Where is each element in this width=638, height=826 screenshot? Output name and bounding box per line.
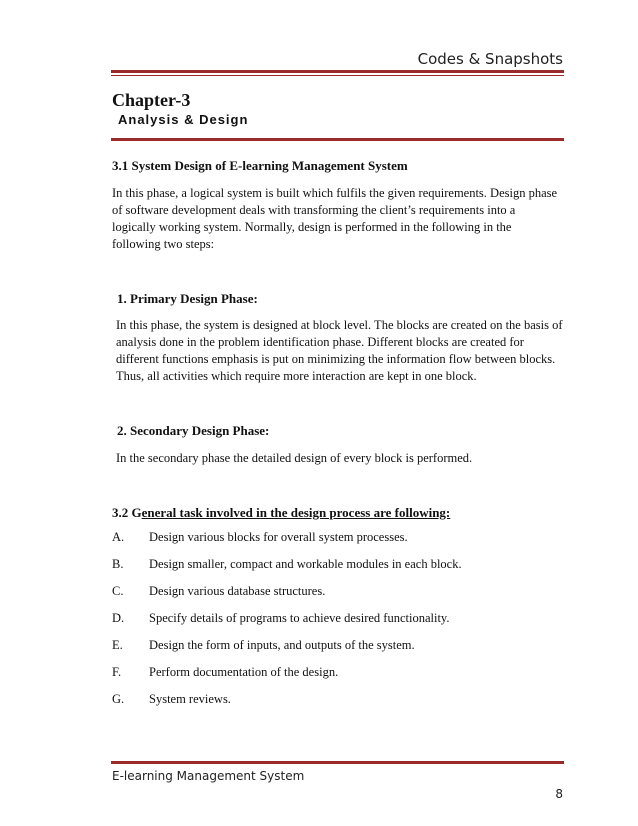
list-item	[112, 530, 408, 545]
heading-prefix: 3.2 G	[112, 505, 142, 520]
list-letter: E.	[112, 638, 123, 652]
chapter-title: Chapter-3	[112, 90, 191, 110]
section-3-1-heading: 3.1 System Design of E-learning Management System	[112, 158, 408, 173]
para-line: In this phase, the system is designed at block level. The blocks are created on the basis of	[116, 318, 563, 332]
para-line: In this phase, a logical system is built which fulfils the given requirements. Design phase	[112, 186, 558, 200]
header-rule	[111, 70, 564, 73]
chapter-subtitle: Analysis & Design	[118, 112, 249, 127]
page-number: 8	[555, 787, 563, 801]
footer-rule	[111, 761, 564, 764]
list-letter: D.	[112, 611, 125, 625]
list-letter: B.	[112, 557, 124, 571]
list-text: Design various blocks for overall system processes.	[149, 530, 408, 544]
list-item	[112, 692, 231, 707]
section-3-2-heading	[112, 505, 450, 521]
chapter-rule	[111, 138, 564, 141]
list-letter: F.	[112, 665, 122, 679]
para-line: following two steps:	[112, 237, 215, 251]
list-letter: A.	[112, 530, 125, 544]
heading-underlined: eneral task involved in the design process are following:	[141, 505, 451, 520]
list-item	[112, 638, 415, 653]
list-letter: G.	[112, 692, 125, 706]
list-item	[112, 557, 462, 572]
primary-design-paragraph	[116, 317, 571, 385]
list-text: Specify details of programs to achieve desired functionality.	[149, 611, 450, 625]
list-item	[112, 665, 338, 680]
footer-text: E-learning Management System	[112, 769, 305, 783]
list-letter: C.	[112, 584, 124, 598]
header-rule-thin	[111, 75, 564, 76]
para-line: Thus, all activities which require more interaction are kept in one block.	[116, 369, 477, 383]
header-title: Codes & Snapshots	[417, 50, 563, 68]
list-text: System reviews.	[149, 692, 231, 706]
para-line: of software development deals with transforming the client’s requirements into a	[112, 203, 516, 217]
list-text: Design the form of inputs, and outputs of the system.	[149, 638, 415, 652]
para-line: logically working system. Normally, design is performed in the following in the	[112, 220, 512, 234]
list-text: Perform documentation of the design.	[149, 665, 339, 679]
secondary-design-heading: 2. Secondary Design Phase:	[117, 423, 270, 438]
list-item	[112, 584, 325, 599]
secondary-design-paragraph: In the secondary phase the detailed design of every block is performed.	[116, 451, 473, 465]
list-item	[112, 611, 449, 626]
primary-design-heading: 1. Primary Design Phase:	[117, 291, 258, 306]
para-line: analysis done in the problem identification phase. Different blocks are created for	[116, 335, 524, 349]
section-3-1-paragraph	[112, 185, 567, 253]
list-text: Design smaller, compact and workable modules in each block.	[149, 557, 462, 571]
para-line: different functions emphasis is put on minimizing the information flow between blocks.	[116, 352, 556, 366]
list-text: Design various database structures.	[149, 584, 326, 598]
